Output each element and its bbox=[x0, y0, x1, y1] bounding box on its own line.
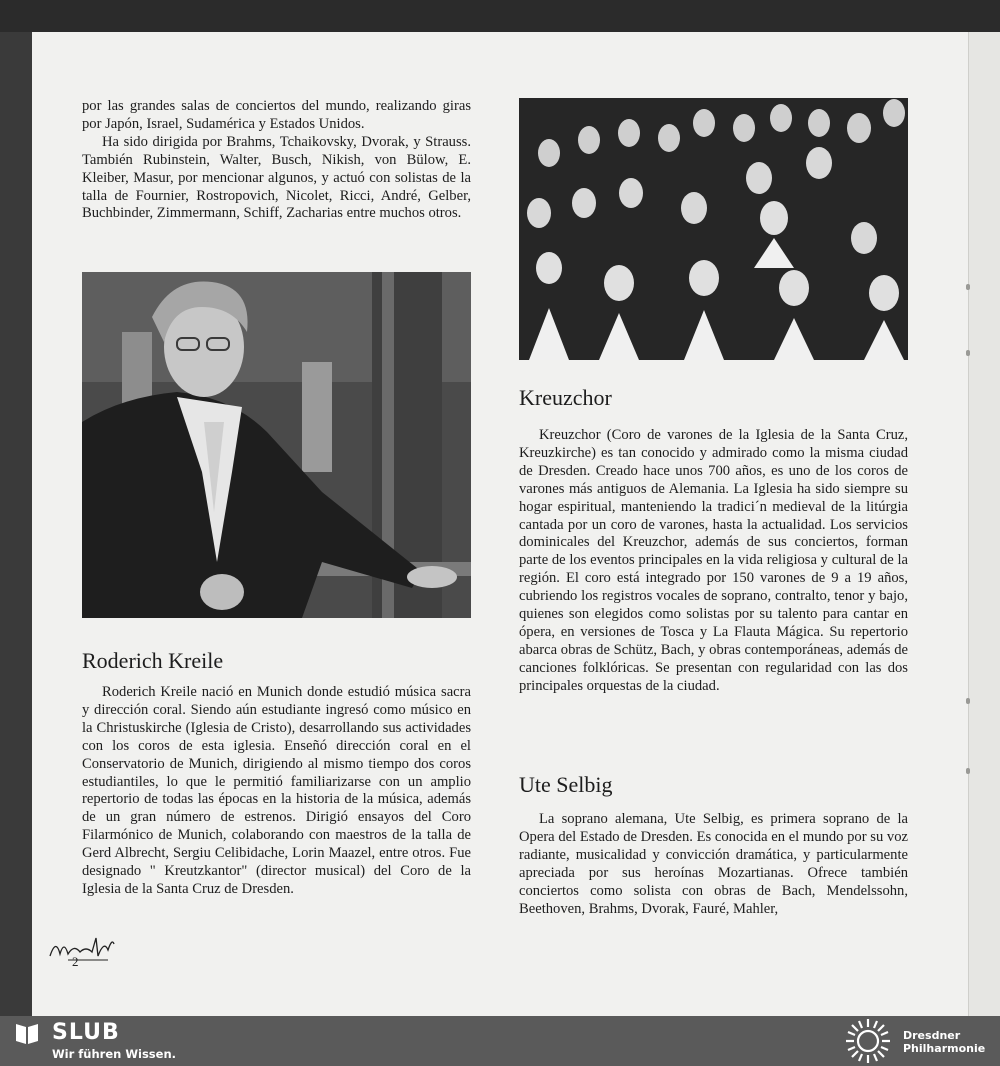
page-number: 2 bbox=[72, 954, 79, 969]
intro-paragraph: por las grandes salas de conciertos del mundo, realizando giras por Japón, Israel, Sudamérica y Estados Unidos. bbox=[82, 98, 471, 132]
intro-text bbox=[82, 98, 471, 223]
page-mark bbox=[966, 698, 970, 704]
conductor-heading: Roderich Kreile bbox=[82, 648, 224, 673]
conductor-photo bbox=[82, 272, 471, 618]
orchestra-name-line1: Dresdner bbox=[903, 1029, 961, 1042]
intro-paragraph: Ha sido dirigida por Brahms, Tchaikovsky, Dvorak, y Strauss. También Rubinstein, Walter, Busch, Nikish, von Bülow, E. Kleiber, Masur, por mencionar algunos, y actuó con solistas de la talla de Fournier, Rostropovich, Nicolet, Ricci, André, Gelber, Buchbinder, Zimmermann, Schiff, Zacharias entre muchos otros. bbox=[82, 133, 471, 222]
conductor-bio bbox=[82, 684, 471, 899]
page-mark bbox=[966, 768, 970, 774]
soprano-heading: Ute Selbig bbox=[519, 772, 613, 797]
library-name: SLUB bbox=[52, 1020, 120, 1045]
mozart-signature-logo bbox=[48, 934, 118, 964]
choir-description bbox=[519, 427, 908, 696]
page-mark bbox=[966, 284, 970, 290]
library-tagline: Wir führen Wissen. bbox=[52, 1047, 177, 1061]
slub-book-icon bbox=[14, 1020, 40, 1046]
soprano-bio bbox=[519, 811, 908, 918]
choir-paragraph: Kreuzchor (Coro de varones de la Iglesia de la Santa Cruz, Kreuzkirche) es tan conocido y admirado como la misma ciudad de Dresden. Creado hace unos 700 años, es uno de los coros de varones más antiguos de Alemania. La Iglesia ha sido siempre su hogar espiritual, manteniendo la tradici´n medieval de la litúrgia cantada por un coro de varones, hasta la actualidad. Los servicios dominicales del Kreuzchor, además de sus conciertos, forman parte de los eventos principales en la vida religiosa y cultural de la región. El coro está integrado por 150 varones de 9 a 19 años, cubriendo los registros vocales de soprano, contralto, tenor y bajo, quienes son elegidos como solistas por su talento para cantar en ópera, en versiones de Tosca y La Flauta Mágica. Su repertorio abarca obras de Schütz, Bach, y obras contemporáneas, además de canciones folklóricas. Se presentan con regularidad con las dos principales orquestas de la ciudad. bbox=[519, 427, 908, 694]
orchestra-name bbox=[903, 1029, 985, 1055]
orchestra-name-line2: Philharmonie bbox=[903, 1042, 986, 1055]
conductor-paragraph: Roderich Kreile nació en Munich donde estudió música sacra y dirección coral. Siendo aún estudiante ingresó como músico en la Christuskirche (Iglesia de Cristo), desarrollando sus actividades con los coros de esta iglesia. Enseñó dirección coral en el Conservatorio de Munich, dirigiendo al mismo tiempo dos coros estudiantiles, lo que le permitió familiarizarse con un amplio repertorio de todas las épocas en la historia de la música, además de un gran número de estrenos. Dirigió ensayos del Coro Filarmónico de Munich, colaborando con maestros de la talla de Gerd Albrecht, Sergiu Celibidache, Lorin Maazel, entre otros. Fue designado " Kreutzkantor" (director musical) del Coro de la Iglesia de la Santa Cruz de Dresden. bbox=[82, 684, 471, 897]
next-page-edge bbox=[968, 32, 1000, 1016]
soprano-paragraph: La soprano alemana, Ute Selbig, es primera soprano de la Opera del Estado de Dresden. Es conocida en el mundo por su voz radiante, musicalidad y convicción dramática, y particularmente apreciada por sus heroínas Mozartianas. Ofrece también conciertos como solista con obras de Bach, Mendelssohn, Beethoven, Brahms, Dvorak, Fauré, Mahler, bbox=[519, 811, 908, 917]
choir-photo bbox=[519, 98, 908, 360]
scan-border-top bbox=[0, 0, 1000, 32]
choir-heading: Kreuzchor bbox=[519, 385, 612, 410]
page-mark bbox=[966, 350, 970, 356]
philharmonie-sunburst-icon bbox=[843, 1017, 893, 1065]
